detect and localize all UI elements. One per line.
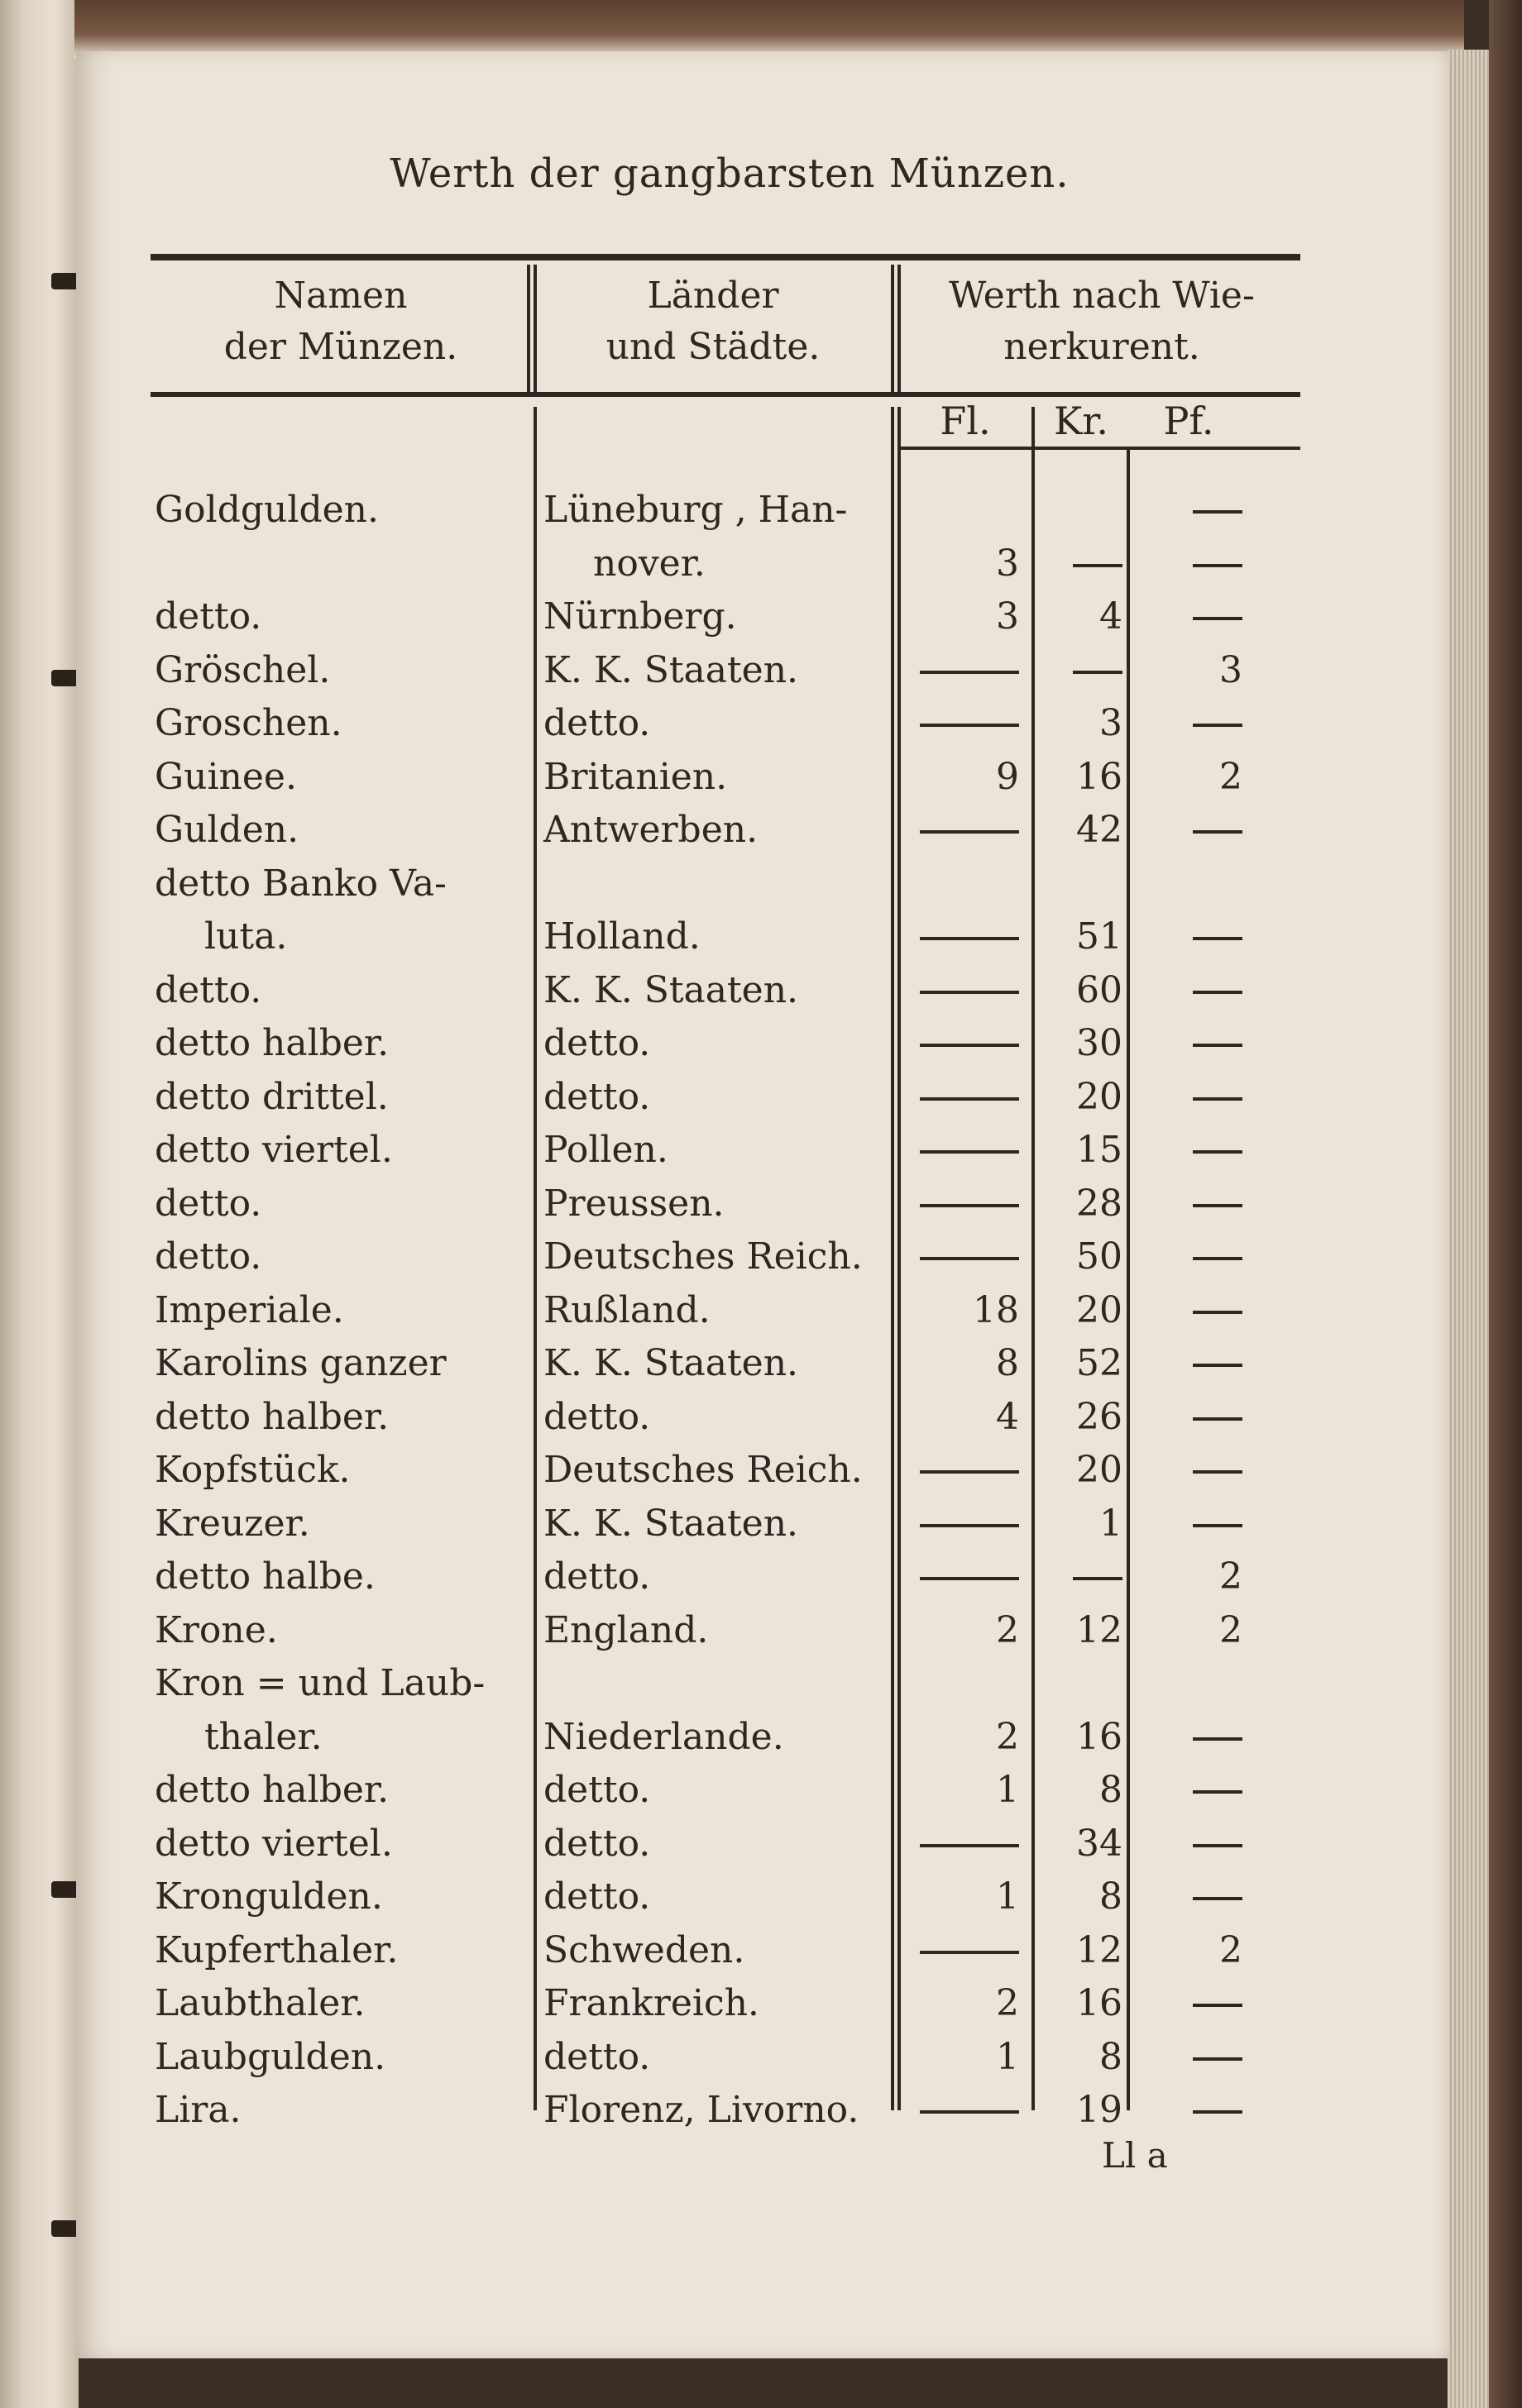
coin-land: Britanien.	[543, 756, 728, 798]
dash-mark	[1193, 1790, 1242, 1794]
value-fl: 9	[996, 756, 1019, 798]
coin-land: detto.	[543, 1022, 651, 1064]
value-kr: 12	[1076, 1929, 1122, 1971]
coin-land: Frankreich.	[543, 1982, 759, 2024]
value-fl: 4	[996, 1396, 1019, 1438]
header-land: Länder und Städte.	[605, 275, 821, 368]
value-kr: 3	[1099, 702, 1122, 744]
coin-land: Schweden.	[543, 1929, 745, 1971]
value-pf: 2	[1219, 1555, 1242, 1598]
coin-table-body	[76, 51, 1449, 2358]
coin-name: luta.	[204, 915, 288, 958]
dash-mark	[920, 1044, 1019, 1047]
subheader-pf: Pf.	[1163, 399, 1214, 443]
value-fl: 18	[973, 1289, 1019, 1331]
dash-mark	[1193, 2110, 1242, 2114]
coin-land: detto.	[543, 1875, 651, 1918]
dash-mark	[1193, 2004, 1242, 2007]
coin-name: Laubgulden.	[155, 2036, 386, 2078]
coin-name: Krone.	[155, 1609, 278, 1651]
coin-land: K. K. Staaten.	[543, 1342, 799, 1384]
coin-name: Groschen.	[155, 702, 342, 744]
dash-mark	[920, 1524, 1019, 1527]
dash-mark	[920, 991, 1019, 994]
coin-land: Deutsches Reich.	[543, 1235, 863, 1278]
value-kr: 60	[1076, 969, 1122, 1011]
book-binding-top	[74, 0, 1464, 58]
value-kr: 15	[1076, 1129, 1122, 1171]
coin-name: detto viertel.	[155, 1823, 393, 1865]
coin-land: K. K. Staaten.	[543, 649, 799, 691]
coin-name: Kupferthaler.	[155, 1929, 399, 1971]
value-pf: 2	[1219, 756, 1242, 798]
value-fl: 1	[996, 1769, 1019, 1811]
coin-name: Kron = und Laub-	[155, 1662, 486, 1704]
value-kr: 30	[1076, 1022, 1122, 1064]
coin-land: Rußland.	[543, 1289, 711, 1331]
value-fl: 2	[996, 1982, 1019, 2024]
dash-mark	[1073, 564, 1122, 567]
dash-mark	[920, 937, 1019, 940]
coin-name: detto halbe.	[155, 1555, 376, 1598]
dash-mark	[1193, 2057, 1242, 2061]
coin-name: Lira.	[155, 2089, 242, 2131]
value-kr: 20	[1076, 1449, 1122, 1491]
coin-land: nover.	[593, 542, 706, 585]
left-page-edge	[0, 0, 79, 2408]
coin-land: Preussen.	[543, 1182, 725, 1225]
dash-mark	[920, 1097, 1019, 1101]
coin-name: thaler.	[204, 1716, 323, 1758]
dash-mark	[1193, 1524, 1242, 1527]
coin-name: Karolins ganzer	[155, 1342, 447, 1384]
dash-mark	[1193, 1204, 1242, 1207]
dash-mark	[1193, 564, 1242, 567]
dash-mark	[1193, 1150, 1242, 1154]
coin-name: Laubthaler.	[155, 1982, 366, 2024]
signature-mark: Ll a	[1102, 2135, 1168, 2176]
dash-mark	[1193, 1257, 1242, 1260]
dash-mark	[920, 1844, 1019, 1847]
dash-mark	[1193, 1097, 1242, 1101]
coin-name: Krongulden.	[155, 1875, 383, 1918]
coin-land: detto.	[543, 1076, 651, 1118]
value-fl: 3	[996, 542, 1019, 585]
dash-mark	[920, 1577, 1019, 1580]
header-name: Namen der Münzen.	[223, 275, 458, 368]
value-kr: 16	[1076, 756, 1122, 798]
value-fl: 2	[996, 1716, 1019, 1758]
value-kr: 1	[1099, 1503, 1122, 1545]
value-kr: 12	[1076, 1609, 1122, 1651]
dash-mark	[1193, 1470, 1242, 1474]
dash-mark	[920, 2110, 1019, 2114]
value-fl: 1	[996, 1875, 1019, 1918]
coin-land: England.	[543, 1609, 709, 1651]
value-kr: 8	[1099, 1769, 1122, 1811]
coin-name: Kopfstück.	[155, 1449, 351, 1491]
coin-name: detto drittel.	[155, 1076, 389, 1118]
dash-mark	[1193, 617, 1242, 620]
value-fl: 1	[996, 2036, 1019, 2078]
coin-land: Antwerben.	[543, 809, 759, 851]
dash-mark	[1193, 1417, 1242, 1421]
dash-mark	[920, 1150, 1019, 1154]
value-pf: 2	[1219, 1929, 1242, 1971]
coin-land: detto.	[543, 1396, 651, 1438]
dash-mark	[1073, 1577, 1122, 1580]
dash-mark	[1193, 510, 1242, 514]
dash-mark	[920, 671, 1019, 674]
dash-mark	[1193, 830, 1242, 834]
value-fl: 8	[996, 1342, 1019, 1384]
book-page	[76, 51, 1449, 2358]
value-kr: 20	[1076, 1076, 1122, 1118]
dash-mark	[1193, 937, 1242, 940]
coin-name: detto Banko Va-	[155, 862, 447, 905]
subheader-fl: Fl.	[940, 399, 991, 443]
dash-mark	[1193, 1364, 1242, 1367]
coin-land: detto.	[543, 1555, 651, 1598]
coin-land: detto.	[543, 1823, 651, 1865]
coin-name: detto.	[155, 1182, 262, 1225]
value-fl: 3	[996, 595, 1019, 638]
subheader-kr: Kr.	[1054, 399, 1108, 443]
dash-mark	[1193, 1737, 1242, 1741]
value-kr: 42	[1076, 809, 1122, 851]
dash-mark	[920, 1951, 1019, 1954]
dash-mark	[920, 1204, 1019, 1207]
value-kr: 26	[1076, 1396, 1122, 1438]
coin-land: detto.	[543, 702, 651, 744]
coin-land: Pollen.	[543, 1129, 668, 1171]
page-title: Werth der gangbarsten Münzen.	[390, 150, 1070, 197]
value-pf: 2	[1219, 1609, 1242, 1651]
value-kr: 8	[1099, 2036, 1122, 2078]
coin-name: detto halber.	[155, 1769, 390, 1811]
coin-name: Gröschel.	[155, 649, 331, 691]
value-kr: 16	[1076, 1716, 1122, 1758]
coin-land: Nürnberg.	[543, 595, 737, 638]
dash-mark	[1073, 671, 1122, 674]
coin-name: detto halber.	[155, 1022, 390, 1064]
value-fl: 2	[996, 1609, 1019, 1651]
dash-mark	[1193, 1311, 1242, 1314]
coin-name: detto viertel.	[155, 1129, 393, 1171]
coin-land: Holland.	[543, 915, 701, 958]
value-pf: 3	[1219, 649, 1242, 691]
coin-land: Florenz, Livorno.	[543, 2089, 859, 2131]
coin-name: Gulden.	[155, 809, 299, 851]
coin-name: detto.	[155, 1235, 262, 1278]
coin-name: Imperiale.	[155, 1289, 344, 1331]
value-kr: 20	[1076, 1289, 1122, 1331]
dash-mark	[920, 830, 1019, 834]
value-kr: 19	[1076, 2089, 1122, 2131]
dash-mark	[1193, 1844, 1242, 1847]
coin-land: Lüneburg , Han-	[543, 489, 848, 531]
coin-land: Deutsches Reich.	[543, 1449, 863, 1491]
coin-name: detto.	[155, 969, 262, 1011]
value-kr: 50	[1076, 1235, 1122, 1278]
coin-land: K. K. Staaten.	[543, 1503, 799, 1545]
dash-mark	[1193, 1897, 1242, 1900]
coin-land: K. K. Staaten.	[543, 969, 799, 1011]
dash-mark	[920, 1470, 1019, 1474]
book-cover-edge	[1489, 0, 1522, 2408]
header-value: Werth nach Wie- nerkurent.	[949, 275, 1255, 368]
dash-mark	[1193, 991, 1242, 994]
dash-mark	[1193, 1044, 1242, 1047]
coin-name: detto halber.	[155, 1396, 390, 1438]
coin-name: Guinee.	[155, 756, 297, 798]
coin-name: Kreuzer.	[155, 1503, 310, 1545]
coin-name: Goldgulden.	[155, 489, 379, 531]
dash-mark	[1193, 724, 1242, 727]
value-kr: 52	[1076, 1342, 1122, 1384]
coin-land: detto.	[543, 1769, 651, 1811]
value-kr: 8	[1099, 1875, 1122, 1918]
value-kr: 28	[1076, 1182, 1122, 1225]
value-kr: 34	[1076, 1823, 1122, 1865]
value-kr: 4	[1099, 595, 1122, 638]
coin-land: Niederlande.	[543, 1716, 784, 1758]
dash-mark	[920, 724, 1019, 727]
dash-mark	[920, 1257, 1019, 1260]
coin-land: detto.	[543, 2036, 651, 2078]
value-kr: 51	[1076, 915, 1122, 958]
coin-name: detto.	[155, 595, 262, 638]
value-kr: 16	[1076, 1982, 1122, 2024]
